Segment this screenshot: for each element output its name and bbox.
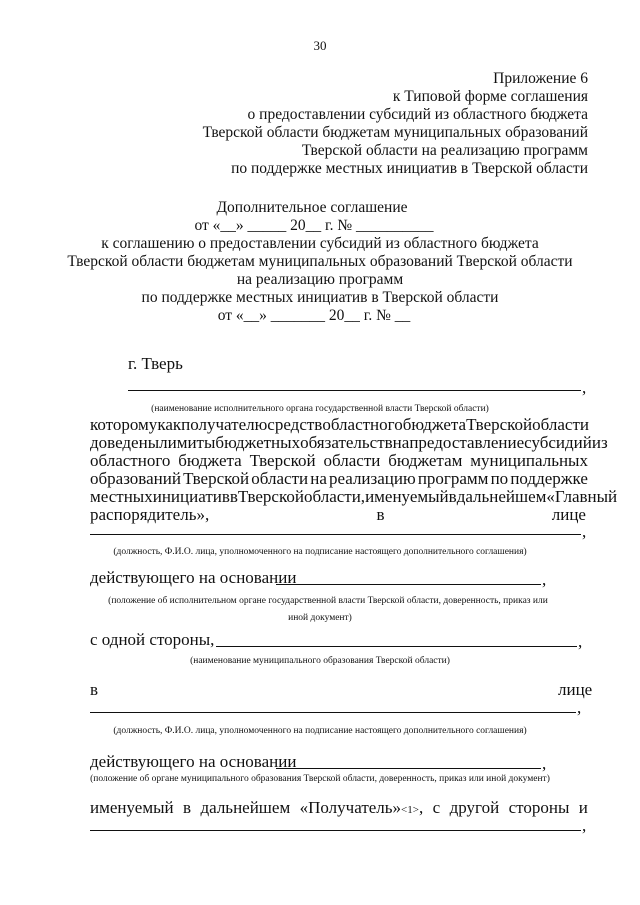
city: г. Тверь: [128, 354, 183, 373]
word: бюджетам: [388, 451, 463, 470]
word: «Получатель»<1>,: [299, 798, 424, 817]
paragraph-line: [90, 506, 588, 524]
word: реализацию: [329, 469, 416, 488]
word: бюджетных: [215, 433, 301, 452]
paragraph-line: [90, 416, 588, 434]
word: средств: [267, 415, 323, 434]
footnote-marker: <1>: [401, 804, 419, 816]
appendix-line-3: о предоставлении субсидий из областного бюджета: [247, 106, 588, 123]
word: местных: [90, 487, 153, 506]
heading-title: Дополнительное соглашение: [216, 199, 408, 216]
word: как: [157, 415, 182, 434]
word: именуемый: [90, 798, 174, 817]
caption-official-2: (должность, Ф.И.О. лица, уполномоченного на подписание настоящего дополнительного соглашения): [113, 726, 527, 736]
word: в: [376, 505, 385, 524]
appendix-line-4: Тверской области бюджетам муниципальных образований: [202, 124, 588, 141]
paragraph-line: [90, 487, 618, 506]
appendix-line-5: Тверской области на реализацию программ: [301, 142, 588, 159]
word: по: [490, 469, 509, 488]
in-label: в: [90, 680, 99, 699]
basis-2-field-line: [276, 768, 541, 769]
word: из: [591, 433, 608, 452]
word: обязательств: [300, 433, 393, 452]
word: в: [183, 798, 192, 817]
word: получателю: [181, 415, 268, 434]
word: муниципальных: [470, 451, 588, 470]
person-label: лице: [558, 680, 593, 699]
recipient-field-line: [90, 830, 581, 831]
main-paragraph: [90, 415, 618, 524]
word: Тверской: [466, 415, 533, 434]
word: поддержке: [510, 469, 588, 488]
caption-municipality: (наименование муниципального образования Тверской области): [190, 656, 450, 666]
word: в: [448, 487, 457, 506]
word: области: [323, 451, 381, 470]
comma: ,: [582, 816, 587, 835]
official-1-field-line: [90, 534, 581, 535]
municipality-field-line: [216, 646, 577, 647]
comma: ,: [542, 570, 547, 589]
caption-basis-2: (положение об органе муниципального образования Тверской области, доверенность, приказ или иной документ): [90, 774, 550, 784]
word: дальнейшем: [200, 798, 291, 817]
word: Тверской: [249, 451, 316, 470]
word: программ: [417, 469, 489, 488]
word: предоставление: [409, 433, 525, 452]
word: «Главный: [546, 487, 618, 506]
word: областного: [322, 415, 403, 434]
recipient-line: [90, 798, 588, 818]
word: доведены: [90, 433, 160, 452]
comma: ,: [542, 754, 547, 773]
paragraph-line: [90, 470, 588, 488]
word: Тверской: [183, 469, 250, 488]
word: области: [532, 415, 589, 434]
one-side-label: с одной стороны,: [90, 630, 215, 649]
basis-1-field-line: [276, 584, 541, 585]
word: Тверской: [237, 487, 304, 506]
appendix-line-6: по поддержке местных инициатив в Тверской области: [231, 160, 588, 177]
word: в: [229, 487, 238, 506]
authority-field-line: [128, 390, 581, 391]
heading-line-6: по поддержке местных инициатив в Тверской области: [141, 289, 499, 306]
word: дальнейшем: [456, 487, 547, 506]
acting-basis-2-label: действующего на основании: [90, 752, 297, 771]
heading-date: от «__» _____ 20__ г. № __________: [194, 217, 434, 234]
word: лимиты: [159, 433, 216, 452]
caption-official-1: (должность, Ф.И.О. лица, уполномоченного на подписание настоящего дополнительного соглашения): [113, 547, 527, 557]
word: субсидий: [524, 433, 592, 452]
word: именуемый: [365, 487, 449, 506]
word: области: [251, 469, 309, 488]
caption-basis-1b: иной документ): [288, 613, 352, 623]
word: областного: [90, 451, 171, 470]
word: лице: [551, 505, 586, 524]
comma: ,: [582, 522, 587, 541]
word: бюджета: [402, 415, 467, 434]
acting-basis-1-label: действующего на основании: [90, 568, 297, 587]
page-number: 30: [313, 38, 327, 53]
word: и: [578, 798, 588, 817]
word: распорядитель»,: [90, 505, 210, 524]
comma: ,: [578, 632, 583, 651]
paragraph-line: [90, 452, 588, 470]
word: инициатив: [152, 487, 230, 506]
word: образований: [90, 469, 181, 488]
heading-line-3: к соглашению о предоставлении субсидий из областного бюджета: [101, 235, 539, 252]
official-2-field-line: [90, 712, 576, 713]
comma: ,: [582, 378, 587, 397]
caption-authority: (наименование исполнительного органа государственной власти Тверской области): [151, 404, 489, 414]
comma: ,: [577, 698, 582, 717]
appendix-line-1: Приложение 6: [493, 70, 588, 87]
heading-line-4: Тверской области бюджетам муниципальных образований Тверской области: [67, 253, 573, 270]
word: на: [310, 469, 327, 488]
appendix-line-2: к Типовой форме соглашения: [392, 88, 588, 105]
word: другой: [449, 798, 500, 817]
paragraph-line: [90, 433, 608, 452]
word: стороны: [508, 798, 570, 817]
heading-ref-date: от «__» _______ 20__ г. № __: [217, 307, 411, 324]
word: которому: [90, 415, 158, 434]
word: области,: [303, 487, 366, 506]
word: бюджета: [178, 451, 242, 470]
heading-line-5: на реализацию программ: [236, 271, 404, 288]
word: с: [432, 798, 441, 817]
word: на: [392, 433, 410, 452]
caption-basis-1a: (положение об исполнительном органе государственной власти Тверской области, доверенность, приказ или: [108, 596, 548, 606]
